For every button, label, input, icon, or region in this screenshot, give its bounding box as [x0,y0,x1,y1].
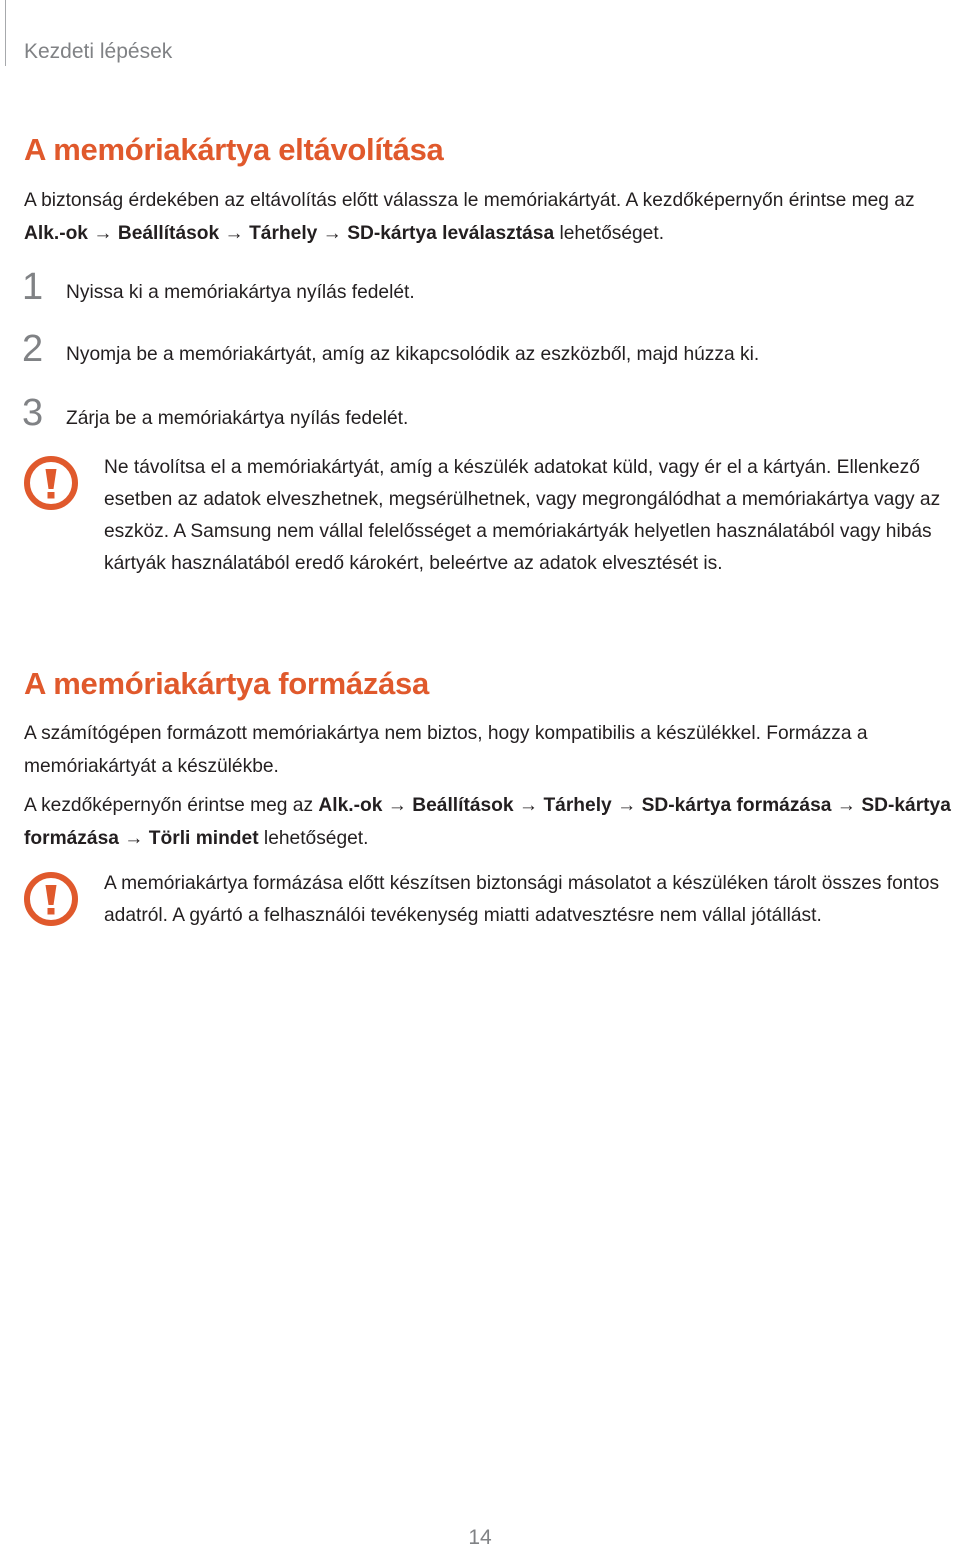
path-item: Beállítások [117,223,220,244]
arrow-icon: → [93,223,113,244]
arrow-icon: → [387,795,407,816]
path-item: Alk.-ok [318,795,383,816]
intro-text: lehetőséget. [258,828,369,849]
warning-icon [24,456,78,510]
intro-text: A kezdőképernyőn érintse meg az [24,795,319,816]
step-text: Zárja be a memóriakártya nyílás fedelét. [66,408,409,429]
path-item: Alk.-ok [24,223,88,244]
section2-para2 [24,789,954,855]
warning-text: A memóriakártya formázása előtt készítsen biztonsági másolatot a készüléken tárolt összes fontos adatról. A gyártó a felhasználói tevékenység miatti adatvesztésre nem vállal jótállást. [104,873,940,926]
intro-text: lehetőséget. [554,223,665,244]
section-title-format: A memóriakártya formázása [24,666,429,701]
arrow-icon: → [322,223,342,244]
section2-para1: A számítógépen formázott memóriakártya nem biztos, hogy kompatibilis a készülékkel. Formázza a memóriakártyát a készülékbe. [24,723,868,777]
path-item: SD-kártya formázása [641,795,832,816]
step-number: 1 [22,266,44,308]
path-item: Törli mindet [148,828,259,849]
step-text: Nyissa ki a memóriakártya nyílás fedelét. [66,282,415,303]
chapter-title: Kezdeti lépések [24,40,173,63]
page-number: 14 [468,1526,492,1549]
path-item: SD-kártya leválasztása [347,223,555,244]
arrow-icon: → [617,795,637,816]
section-title-remove: A memóriakártya eltávolítása [24,132,444,167]
page-edge-line [5,0,6,66]
arrow-icon: → [836,795,856,816]
path-item: SD-kártya formázása [24,795,951,849]
arrow-icon: → [124,828,144,849]
intro-text: A biztonság érdekében az eltávolítás előtt válassza le memóriakártyát. A kezdőképernyőn érintse meg az [24,190,915,211]
warning-icon [24,872,78,926]
arrow-icon: → [518,795,539,816]
step-number: 2 [22,328,44,370]
path-item: Tárhely [543,795,612,816]
warning-text: Ne távolítsa el a memóriakártyát, amíg a készülék adatokat küld, vagy ér el a kártyán. Ellenkező esetben az adatok elveszhetnek, megsérülhetnek, vagy megrongálódhat a memóriakártya vagy az eszköz. A Samsung nem vállal felelősséget a memóriakártyák helyetlen használatából vagy hibás kártyák használatából eredő károkért, beleértve az adatok elvesztését is. [104,457,941,574]
step-text: Nyomja be a memóriakártyát, amíg az kikapcsolódik az eszközből, majd húzza ki. [66,344,760,365]
section1-intro [24,184,954,250]
path-item: Tárhely [249,223,318,244]
arrow-icon: → [224,223,244,244]
step-number: 3 [22,392,44,434]
path-item: Beállítások [412,795,514,816]
